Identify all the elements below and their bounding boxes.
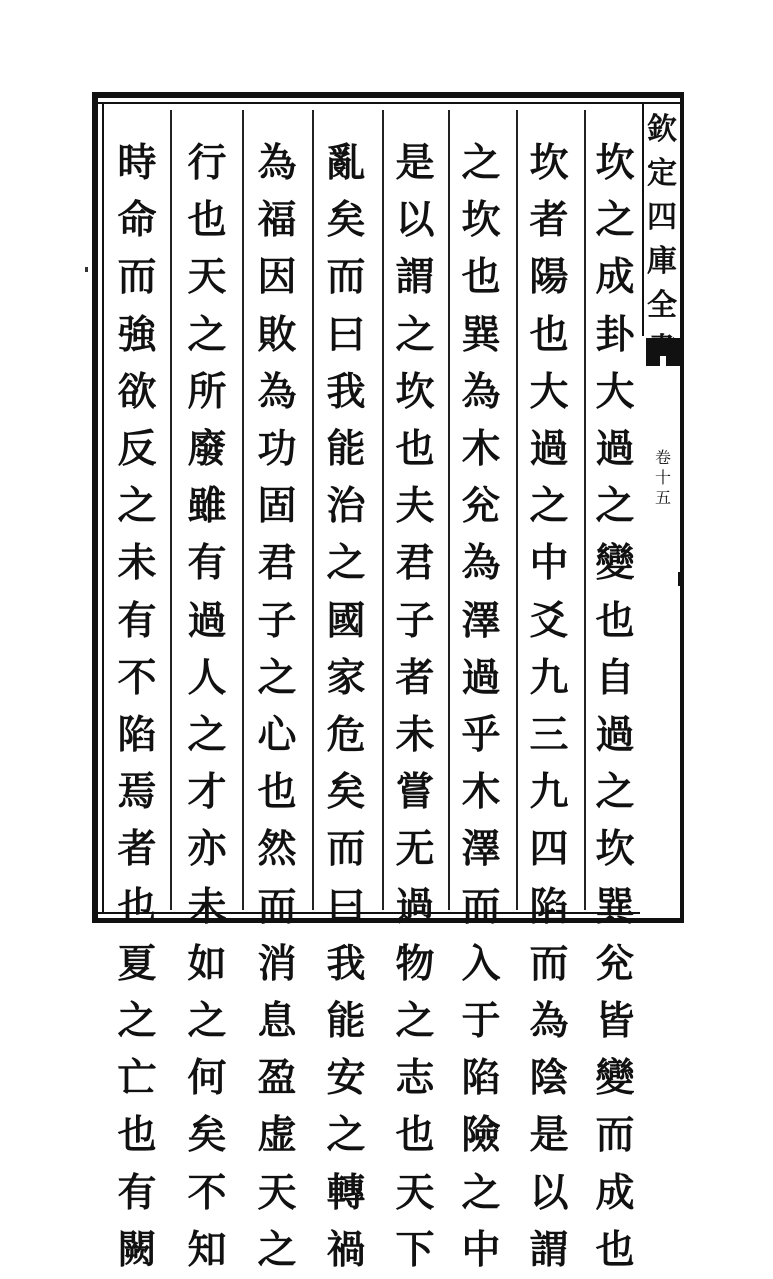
column-rule: [516, 110, 518, 910]
column-rule: [584, 110, 586, 910]
text-column-4: 是以謂之坎也夫君子者未嘗无過物之志也天下: [395, 140, 435, 1273]
column-rule: [382, 110, 384, 910]
frame-top-inner-border: [92, 102, 684, 104]
text-column-3: 之坎也巽為木兊為澤過乎木澤而入于陷險之中: [461, 140, 501, 1273]
volume-label: 卷十五: [654, 448, 671, 507]
fishtail-notch: [660, 356, 666, 366]
text-column-1: 坎之成卦大過之變也自過之坎巽兊皆變而成也: [595, 140, 635, 1273]
column-rule: [448, 110, 450, 910]
column-rule: [312, 110, 314, 910]
text-column-2: 坎者陽也大過之中爻九三九四陷而為陰是以謂: [529, 140, 569, 1273]
scan-speck: [85, 267, 88, 272]
frame-left-border: [92, 92, 98, 923]
column-rule: [242, 110, 244, 910]
text-column-6: 為福因敗為功固君子之心也然而消息盈虚天之: [257, 140, 297, 1273]
column-rule: [170, 110, 172, 910]
frame-top-border: [92, 92, 684, 98]
banxin-title: 欽定四庫全: [647, 112, 677, 323]
margin-tick: [678, 572, 680, 586]
text-column-5: 亂矣而曰我能治之國家危矣而曰我能安之轉禍: [326, 140, 366, 1273]
frame-left-inner-border: [102, 102, 104, 914]
text-column-8: 時命而強欲反之未有不陷焉者也夏之亡也有闕: [117, 140, 157, 1273]
text-column-7: 行也天之所廢雖有過人之才亦未如之何矣不知: [187, 140, 227, 1273]
